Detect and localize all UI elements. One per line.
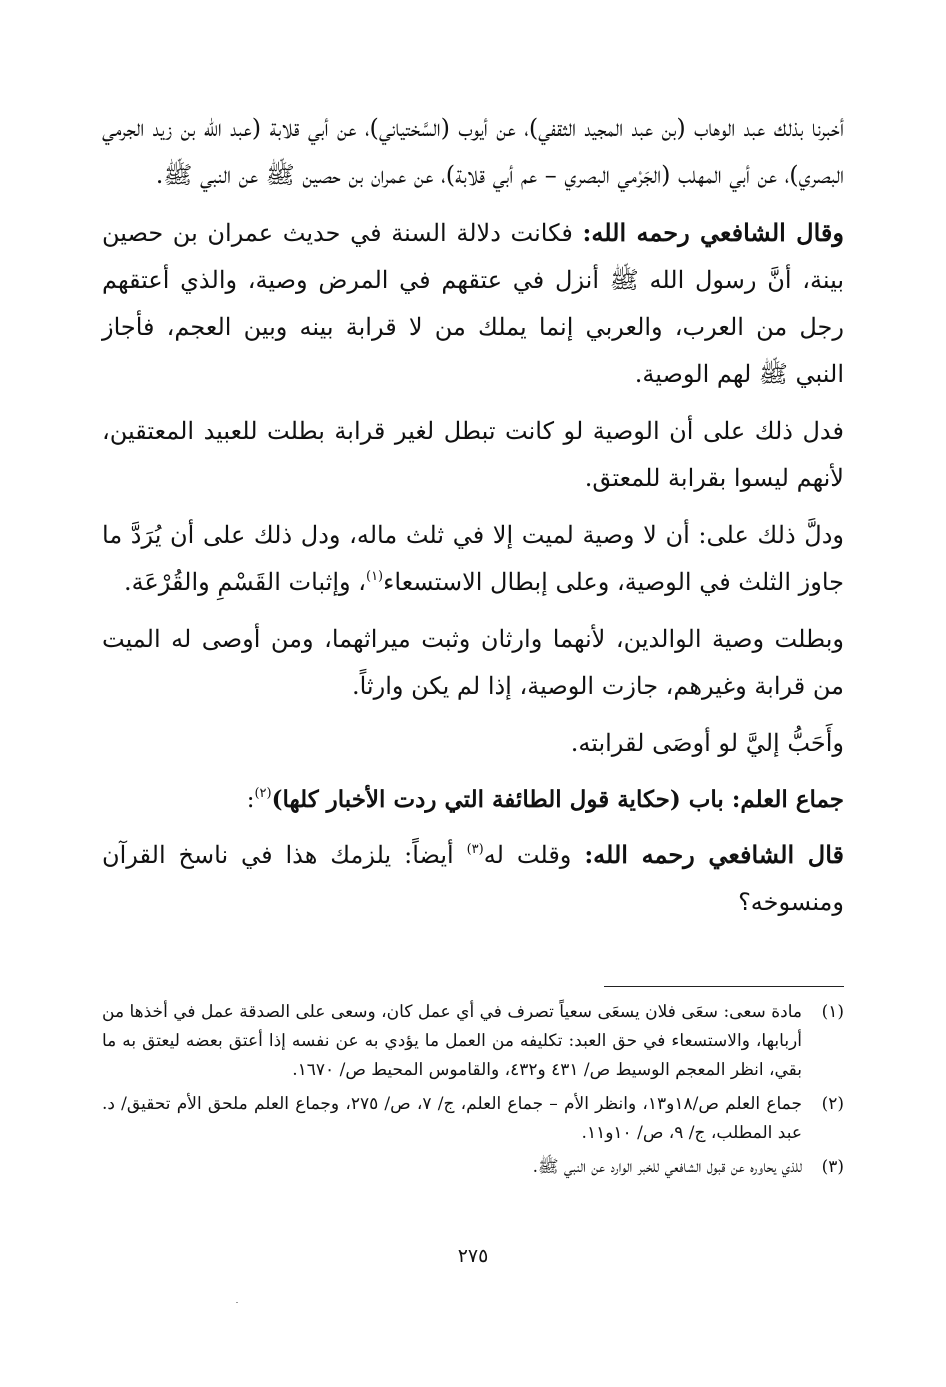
footnote-item	[102, 1090, 844, 1148]
footnote-separator	[604, 986, 844, 987]
paragraph-inference	[102, 408, 844, 502]
paragraph-text: وقلت له	[483, 841, 585, 869]
paragraph-abrogation	[102, 831, 844, 926]
paragraph-text: أيضاً: يلزمك هذا في ناسخ القرآن ومنسوخه؟	[102, 841, 844, 916]
heading-tail: :	[246, 787, 255, 813]
paragraph-text: ، وإثبات القَسْمِ والقُرْعَة.	[123, 568, 366, 596]
footnote-text: مادة سعى: سعَى فلان يسعَى سعياً تصرف في أي عمل كان، وسعى على الصدقة عمل في أخذها من أربابها، والاستسعاء في حق العبد: تكليفه من العمل ما يؤدي به عن نفسه إذا أعتق بعضه ليعتق به ما بقي، انظر المعجم الوسيط ص/ ٤٣١ و٤٣٢، والقاموس المحيط ص/ ١٦٧٠.	[102, 1002, 802, 1080]
paragraph-isnad	[102, 105, 844, 199]
chapter-heading	[102, 777, 844, 823]
footnote-ref: (١)	[365, 569, 384, 584]
footnote-ref: (٢)	[254, 786, 272, 801]
paragraph-lead: قال الشافعي رحمه الله:	[584, 840, 845, 869]
paragraph-parents-bequest	[102, 616, 844, 710]
paragraph-third-bequest	[102, 512, 844, 606]
paragraph-shafii-statement	[102, 209, 844, 398]
paragraph-text: فكانت دلالة السنة في حديث عمران بن حصين بينة، أنَّ رسول الله ﷺ أنزل في عتقهم في المرض وصية، والذي أعتقهم رجل من العرب، والعربي إنما يملك من لا قرابة بينه وبين العجم، فأجاز النبي ﷺ لهم الوصية.	[102, 219, 844, 388]
paragraph-text: وبطلت وصية الوالدين، لأنهما وارثان وثبت ميراثهما، ومن أوصى له الميت من قرابة وغيرهم، جازت الوصية، إذا لم يكن وارثاً.	[102, 625, 844, 700]
paragraph-text: ودلَّ ذلك على: أن لا وصية لميت إلا في ثلث ماله، ودل ذلك على أن يُرَدَّ ما جاوز الثلث في الوصية، وعلى إبطال الاستسعاء	[102, 521, 844, 596]
footnote-number: (٢)	[821, 1094, 844, 1114]
footnotes	[102, 998, 844, 1187]
heading-text: جماع العلم: باب (حكاية قول الطائفة التي ردت الأخبار كلها)	[271, 786, 844, 813]
footnote-number: (١)	[821, 1002, 844, 1022]
footnote-text: جماع العلم ص/١٨و١٣، وانظر الأم – جماع العلم، ج/ ٧، ص/ ٢٧٥، وجماع العلم ملحق الأم تحقيق/ د. عبد المطلب، ج/ ٩، ص/ ١٠و١١.	[102, 1094, 803, 1143]
footnote-text: للذي يحاوره عن قبول الشافعي للخبر الوارد عن النبي ﷺ.	[532, 1157, 802, 1177]
main-text	[102, 105, 844, 936]
paragraph-text: وأَحَبُّ إليَّ لو أوصَى لقرابته.	[570, 729, 844, 757]
paragraph-text: فدل ذلك على أن الوصية لو كانت تبطل لغير قرابة بطلت للعبيد المعتقين، لأنهم ليسوا بقرابة للمعتق.	[102, 417, 844, 492]
footnote-item	[102, 998, 844, 1085]
page-number: ٢٧٥	[457, 1245, 489, 1267]
footnote-item	[102, 1153, 844, 1182]
footnote-ref: (٣)	[466, 842, 484, 857]
paragraph-text: أخبرنا بذلك عبد الوهاب (بن عبد المجيد الثقفي)، عن أيوب (السَّختياني)، عن أبي قلابة (عبد الله بن زيد الجرمي البصري)، عن أبي المهلب (الجَرْمي البصري – عم أبي قلابة)، عن عمران بن حصين ﷺ عن النبي ﷺ.	[102, 114, 845, 189]
footnote-number: (٣)	[821, 1157, 844, 1177]
scan-speck	[236, 1302, 238, 1303]
paragraph-lead: وقال الشافعي رحمه الله:	[582, 218, 844, 247]
paragraph-preference	[102, 720, 844, 767]
